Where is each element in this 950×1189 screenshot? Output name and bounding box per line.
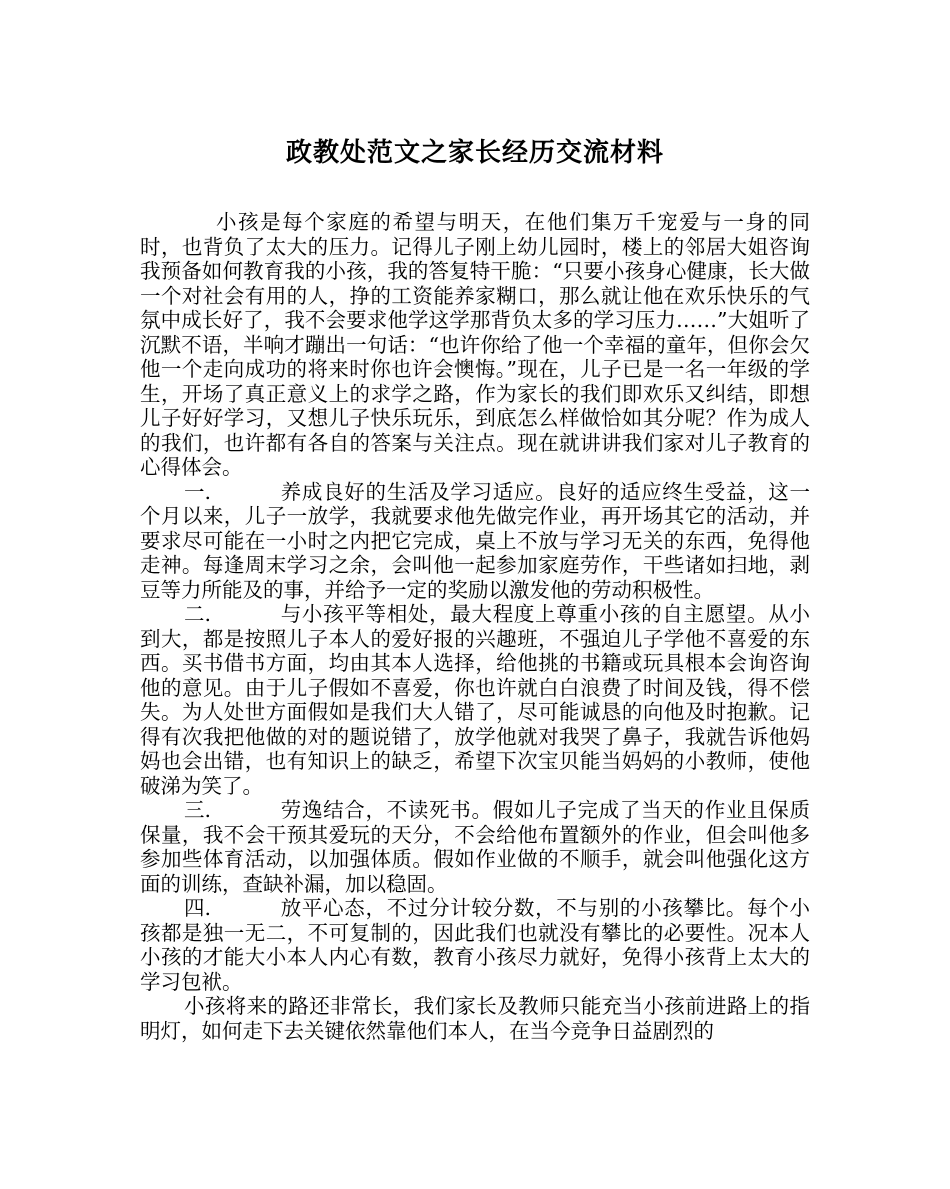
intro-paragraph: 小孩是每个家庭的希望与明天，在他们集万千宠爱与一身的同时，也背负了太大的压力。记得儿子刚上幼儿园时，楼上的邻居大姐咨询我预备如何教育我的小孩，我的答复特干脆：“只要小孩身心健康，长大做一个对社会有用的人，挣的工资能养家糊口，那么就让他在欢乐快乐的气氛中成长好了，我不会要求他学这学那背负太多的学习压力……”大姐听了沉默不语，半响才蹦出一句话：“也许你给了他一个幸福的童年，但你会欠他一个走向成功的将来时你也许会懊悔。”现在，儿子已是一名一年级的学生，开场了真正意义上的求学之路，作为家长的我们即欢乐又纠结，即想儿子好好学习，又想儿子快乐玩乐，到底怎么样做恰如其分呢？作为成人的我们，也许都有各自的答案与关注点。现在就讲讲我们家对儿子教育的心得体会。 <box>140 210 810 479</box>
section-number: 四. <box>184 896 212 920</box>
section-number: 一. <box>184 479 212 504</box>
section-text: 劳逸结合，不读死书。假如儿子完成了当天的作业且保质保量，我不会干预其爱玩的天分，不会给他布置额外的作业，但会叫他多参加些体育活动，以加强体质。假如作业做的不顺手，就会叫他强化这方面的训练，查缺补漏，加以稳固。 <box>140 798 810 896</box>
section-text: 与小孩平等相处，最大程度上尊重小孩的自主愿望。从小到大，都是按照儿子本人的爱好报的兴趣班，不强迫儿子学他不喜爱的东西。买书借书方面，均由其本人选择，给他挑的书籍或玩具根本会询咨询他的意见。由于儿子假如不喜爱，你也许就白白浪费了时间及钱，得不偿失。为人处世方面假如是我们大人错了，尽可能诚恳的向他及时抱歉。记得有次我把他做的对的题说错了，放学他就对我哭了鼻子，我就告诉他妈妈也会出错，也有知识上的缺乏，希望下次宝贝能当妈妈的小教师，使他破涕为笑了。 <box>140 602 810 798</box>
section-number: 三. <box>184 798 212 822</box>
section-text: 放平心态，不过分计较分数，不与别的小孩攀比。每个小孩都是独一无二，不可复制的，因此我们也就没有攀比的必要性。况本人小孩的才能大小本人内心有数，教育小孩尽力就好，免得小孩背上太大的学习包袱。 <box>140 896 810 994</box>
section-paragraph-2 <box>140 602 810 798</box>
section-paragraph-4 <box>140 896 810 994</box>
section-paragraph-3 <box>140 798 810 896</box>
document-title: 政教处范文之家长经历交流材料 <box>285 138 664 168</box>
closing-paragraph: 小孩将来的路还非常长，我们家长及教师只能充当小孩前进路上的指明灯，如何走下去关键依然靠他们本人，在当今竞争日益剧烈的 <box>140 994 810 1043</box>
section-text: 养成良好的生活及学习适应。良好的适应终生受益，这一个月以来，儿子一放学，我就要求他先做完作业，再开场其它的活动，并要求尽可能在一小时之内把它完成，桌上不放与学习无关的东西，免得他走神。每逢周末学习之余，会叫他一起参加家庭劳作，干些诸如扫地，剥豆等力所能及的事，并给予一定的奖励以激发他的劳动积极性。 <box>140 479 810 602</box>
document-body <box>140 210 810 1043</box>
section-paragraph-1 <box>140 480 810 603</box>
section-number: 二. <box>184 602 212 626</box>
